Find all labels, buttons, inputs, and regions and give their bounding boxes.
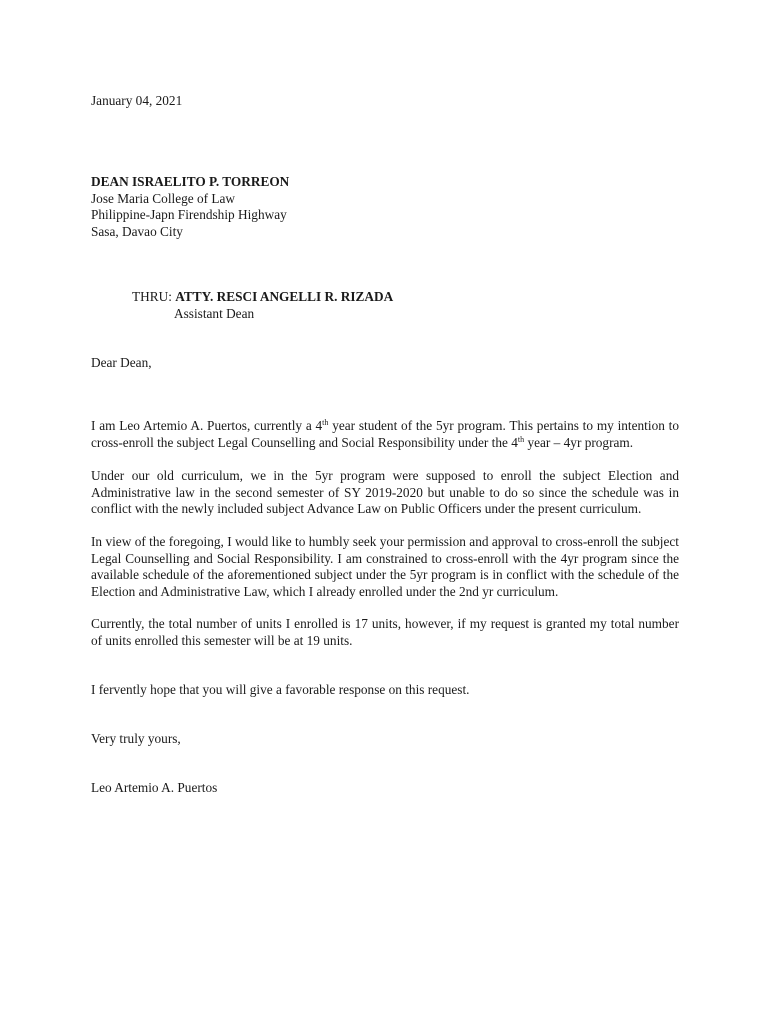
recipient-address-line: Jose Maria College of Law xyxy=(91,190,236,206)
body-paragraph-3: In view of the foregoing, I would like to humbly seek your permission and approval to cross-enroll the subject Legal Counselling and Social Responsibility. I am constrained to cross-enroll with the 4yr program since the available schedule of the aforementioned subject under the 5yr program is in conflict with the schedule of the Election and Administrative Law, which I already enrolled under the 2nd yr curriculum. xyxy=(91,534,679,599)
body-paragraph-4: Currently, the total number of units I enrolled is 17 units, however, if my request is granted my total number of units enrolled this semester will be at 19 units. xyxy=(91,616,679,648)
closing: Very truly yours, xyxy=(91,731,181,746)
recipient-block xyxy=(91,174,679,240)
letter-date: January 04, 2021 xyxy=(91,93,183,108)
thru-label: THRU: xyxy=(132,289,176,304)
body-paragraph-2: Under our old curriculum, we in the 5yr program were supposed to enroll the subject Election and Administrative law in the second semester of SY 2019-2020 but unable to do so since the schedule was in conflict with the newly included subject Advance Law on Public Officers under the present curriculum. xyxy=(91,468,679,516)
body-paragraph-5: I fervently hope that you will give a favorable response on this request. xyxy=(91,682,470,697)
salutation: Dear Dean, xyxy=(91,355,152,370)
signature-name: Leo Artemio A. Puertos xyxy=(91,780,218,795)
recipient-name: DEAN ISRAELITO P. TORREON xyxy=(91,174,290,189)
thru-name: ATTY. RESCI ANGELLI R. RIZADA xyxy=(175,289,394,304)
thru-title: Assistant Dean xyxy=(174,305,255,321)
thru-block xyxy=(132,289,672,322)
recipient-address-line: Philippine-Japn Firendship Highway xyxy=(91,207,287,222)
body-paragraph-1: I am Leo Artemio A. Puertos, currently a 4th year student of the 5yr program. This pertains to my intention to cross-enroll the subject Legal Counselling and Social Responsibility under the 4th year – 4yr program. xyxy=(91,418,679,450)
recipient-address-line: Sasa, Davao City xyxy=(91,223,183,239)
